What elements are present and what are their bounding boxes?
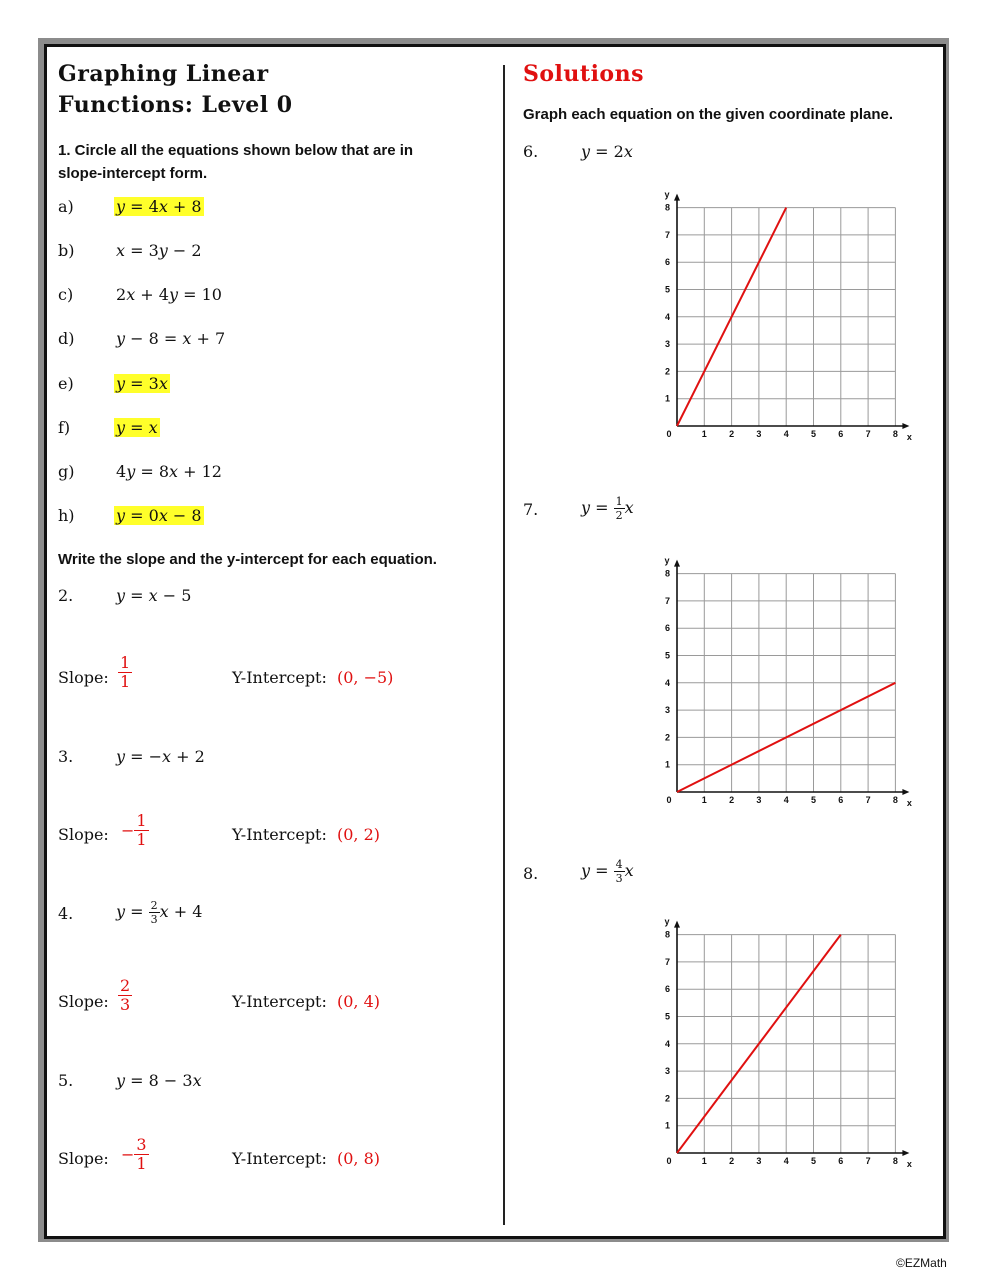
slope-answer-5	[121, 1137, 149, 1172]
slope-label-3: Slope:	[58, 825, 109, 844]
x-tick-label: 0	[666, 1156, 672, 1166]
intercept-label-3: Y-Intercept:	[232, 825, 327, 844]
y-axis-arrow	[674, 921, 680, 928]
y-tick-label: 7	[664, 956, 670, 967]
problem-8-coef-den: 3	[615, 872, 623, 885]
equation-a: y = 4x + 8	[116, 197, 202, 216]
x-tick-label: 1	[701, 795, 707, 805]
problem-3-number: 3.	[58, 747, 74, 766]
problem-7-coef-num: 1	[615, 495, 623, 508]
x-tick-label: 4	[783, 429, 789, 439]
equation-g: 4y = 8x + 12	[116, 462, 222, 481]
intercept-label-4: Y-Intercept:	[232, 992, 327, 1011]
y-tick-label: 4	[664, 311, 670, 322]
problem-4-number: 4.	[58, 904, 74, 923]
y-tick-label: 8	[664, 929, 670, 940]
x-tick-label: 3	[756, 795, 762, 805]
slope-num-3: 1	[136, 811, 147, 830]
x-tick-label: 5	[810, 795, 817, 805]
y-tick-label: 5	[664, 284, 670, 295]
y-tick-label: 7	[664, 229, 670, 240]
slope-answer-4	[118, 978, 132, 1013]
y-axis-label: y	[664, 555, 670, 566]
part1-instruction-line2: slope-intercept form.	[58, 165, 208, 182]
intercept-answer-5: (0, 8)	[337, 1149, 381, 1168]
x-tick-label: 7	[865, 429, 871, 439]
y-tick-label: 4	[664, 677, 670, 688]
y-tick-label: 4	[664, 1038, 670, 1049]
y-tick-label: 1	[664, 1120, 670, 1131]
item-label-h: h)	[58, 506, 75, 525]
equation-d: y − 8 = x + 7	[116, 329, 226, 348]
x-tick-label: 2	[729, 795, 735, 805]
item-label-b: b)	[58, 241, 75, 260]
x-tick-label: 3	[756, 1156, 762, 1166]
x-tick-label: 6	[838, 1156, 844, 1166]
problem-2-equation: y = x − 5	[116, 586, 192, 605]
y-axis-arrow	[674, 560, 680, 567]
y-tick-label: 8	[664, 202, 670, 213]
y-tick-label: 3	[664, 339, 670, 350]
part2-instruction: Write the slope and the y-intercept for each equation.	[58, 551, 437, 568]
intercept-answer-4: (0, 4)	[337, 992, 381, 1011]
item-label-d: d)	[58, 329, 75, 348]
x-tick-label: 1	[701, 1156, 707, 1166]
problem-6-number: 6.	[523, 142, 539, 161]
equation-c: 2x + 4y = 10	[116, 285, 222, 304]
x-axis-arrow	[902, 789, 909, 795]
slope-label-2: Slope:	[58, 668, 109, 687]
problem-5-equation: y = 8 − 3x	[116, 1071, 202, 1090]
y-tick-label: 3	[664, 1066, 670, 1077]
y-tick-label: 2	[664, 366, 670, 377]
slope-answer-2	[118, 655, 132, 690]
intercept-label-5: Y-Intercept:	[232, 1149, 327, 1168]
slope-den-4: 3	[120, 995, 131, 1014]
equation-e: y = 3x	[116, 374, 168, 393]
x-tick-label: 5	[810, 429, 817, 439]
graph-8	[655, 913, 915, 1173]
slope-num-2: 1	[120, 653, 131, 672]
y-tick-label: 1	[664, 393, 670, 404]
graph-7	[655, 552, 915, 812]
part1-instructions	[58, 139, 413, 185]
intercept-label-2: Y-Intercept:	[232, 668, 327, 687]
y-axis-label: y	[664, 916, 670, 927]
x-axis-label: x	[906, 798, 912, 808]
slope-answer-3	[121, 813, 149, 848]
x-tick-label: 5	[810, 1156, 817, 1166]
slope-num-4: 2	[120, 976, 131, 995]
copyright: ©EZMath	[896, 1256, 947, 1270]
y-tick-label: 7	[664, 595, 670, 606]
slope-den-3: 1	[136, 830, 147, 849]
x-tick-label: 2	[729, 1156, 735, 1166]
x-tick-label: 8	[892, 429, 898, 439]
equation-h: y = 0x − 8	[116, 506, 202, 525]
equation-b: x = 3y − 2	[116, 241, 202, 260]
problem-6-equation: y = 2x	[581, 142, 633, 161]
problem-7-coef-den: 2	[615, 509, 623, 522]
y-tick-label: 6	[664, 984, 670, 995]
problem-5-number: 5.	[58, 1071, 74, 1090]
x-tick-label: 4	[783, 795, 789, 805]
x-tick-label: 7	[865, 795, 871, 805]
slope-num-5: 3	[136, 1135, 147, 1154]
x-tick-label: 4	[783, 1156, 789, 1166]
slope-den-2: 1	[120, 672, 131, 691]
problem-3-equation: y = −x + 2	[116, 747, 205, 766]
equation-f: y = x	[116, 418, 158, 437]
x-axis-arrow	[902, 1150, 909, 1156]
x-tick-label: 2	[729, 429, 735, 439]
x-tick-label: 0	[666, 429, 672, 439]
x-tick-label: 8	[892, 795, 898, 805]
item-label-a: a)	[58, 197, 74, 216]
problem-4-equation: y = $\frac{2}{3}$ x + 4	[116, 899, 203, 926]
y-axis-label: y	[664, 189, 670, 200]
y-tick-label: 5	[664, 650, 670, 661]
problem-8-number: 8.	[523, 864, 539, 883]
x-tick-label: 0	[666, 795, 672, 805]
column-divider	[503, 65, 505, 1225]
solutions-title: Solutions	[523, 61, 644, 87]
item-label-g: g)	[58, 462, 75, 481]
slope-label-4: Slope:	[58, 992, 109, 1011]
problem-8-coef-num: 4	[615, 858, 623, 871]
y-tick-label: 6	[664, 257, 670, 268]
intercept-answer-3: (0, 2)	[337, 825, 381, 844]
y-tick-label: 8	[664, 568, 670, 579]
y-tick-label: 2	[664, 1093, 670, 1104]
slope-sign-3: −	[121, 821, 135, 840]
problem-8-equation: y = $\frac{4}{3}$ x	[581, 858, 634, 885]
title-line-1: Graphing Linear	[58, 61, 269, 87]
slope-den-5: 1	[136, 1154, 147, 1173]
y-axis-arrow	[674, 194, 680, 201]
y-tick-label: 3	[664, 705, 670, 716]
item-label-c: c)	[58, 285, 74, 304]
y-tick-label: 6	[664, 623, 670, 634]
item-label-e: e)	[58, 374, 74, 393]
x-tick-label: 8	[892, 1156, 898, 1166]
part3-instruction: Graph each equation on the given coordinate plane.	[523, 106, 894, 123]
x-tick-label: 1	[701, 429, 707, 439]
intercept-answer-2: (0, −5)	[337, 668, 394, 687]
page-title	[58, 59, 293, 121]
x-axis-label: x	[906, 1159, 912, 1169]
y-tick-label: 2	[664, 732, 670, 743]
item-label-f: f)	[58, 418, 71, 437]
part1-instruction-line1: 1. Circle all the equations shown below that are in	[58, 142, 414, 159]
x-tick-label: 3	[756, 429, 762, 439]
graph-6	[655, 186, 915, 446]
problem-2-number: 2.	[58, 586, 74, 605]
problem-7-number: 7.	[523, 500, 539, 519]
slope-label-5: Slope:	[58, 1149, 109, 1168]
x-axis-label: x	[906, 432, 912, 442]
y-tick-label: 1	[664, 759, 670, 770]
y-tick-label: 5	[664, 1011, 670, 1022]
x-tick-label: 7	[865, 1156, 871, 1166]
x-tick-label: 6	[838, 429, 844, 439]
title-line-2: Functions: Level 0	[58, 92, 293, 118]
x-axis-arrow	[902, 423, 909, 429]
slope-sign-5: −	[121, 1145, 135, 1164]
x-tick-label: 6	[838, 795, 844, 805]
problem-7-equation: y = $\frac{1}{2}$ x	[581, 495, 634, 522]
